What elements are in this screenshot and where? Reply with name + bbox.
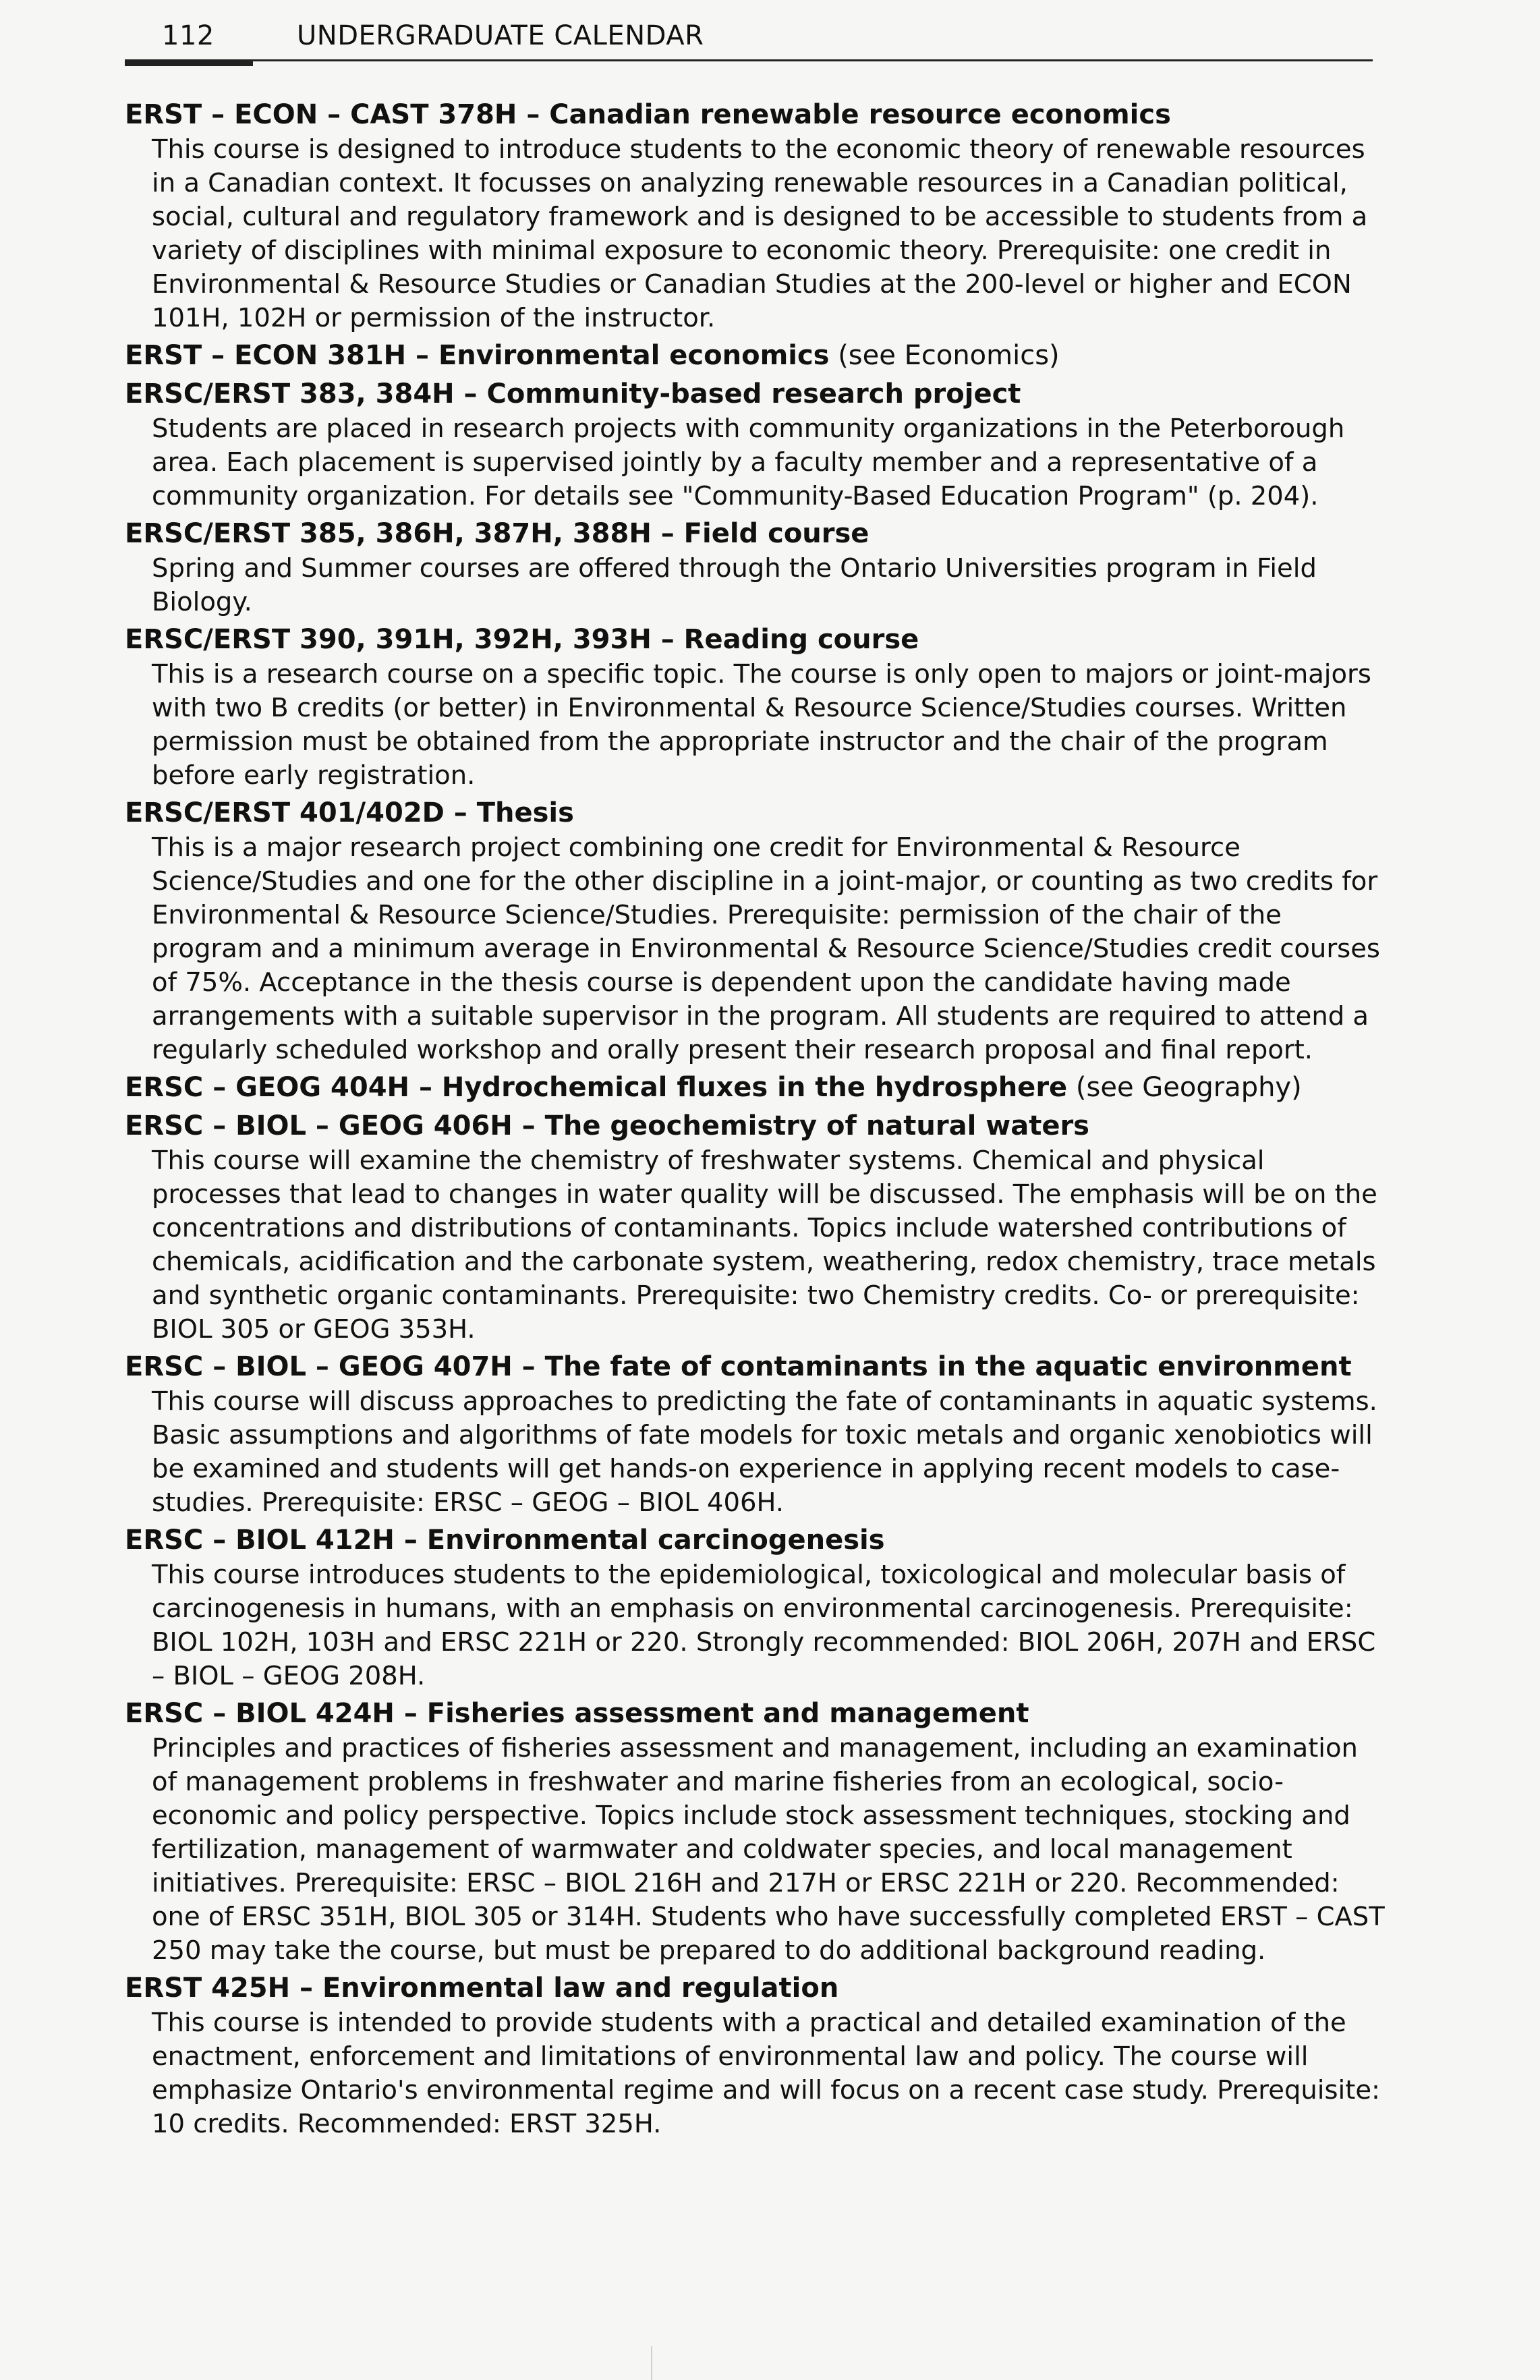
course-entry [125, 1696, 1386, 1968]
header-tab-bar [125, 59, 253, 66]
course-heading [125, 1108, 1386, 1144]
course-cross-reference: (see Geography) [1067, 1072, 1302, 1103]
course-entry [125, 1349, 1386, 1520]
course-entry [125, 97, 1386, 335]
course-description: This course will examine the chemistry of freshwater systems. Chemical and physical processes that lead to changes in water quality will be discussed. The emphasis will be on the concentrations and distributions of contaminants. Topics include watershed contributions of chemicals, acidification and the carbonate system, weathering, redox chemistry, trace metals and synthetic organic contaminants. Prerequisite: two Chemistry credits. Co- or prerequisite: BIOL 305 or GEOG 353H. [152, 1145, 1377, 1344]
course-heading [125, 1696, 1386, 1732]
course-heading [125, 376, 1386, 412]
course-heading [125, 338, 1386, 374]
course-title: ERSC/ERST 385, 386H, 387H, 388H – Field course [125, 518, 869, 549]
course-description: Spring and Summer courses are offered through the Ontario Universities program in Field Biology. [152, 553, 1317, 617]
course-heading [125, 1523, 1386, 1558]
course-description: This is a major research project combining one credit for Environmental & Resource Science/Studies and one for the other discipline in a joint-major, or counting as two credits for Environmental & Resource Science/Studies. Prerequisite: permission of the chair of the program and a minimum average in Environmental & Resource Science/Studies credit courses of 75%. Acceptance in the thesis course is dependent upon the candidate having made arrangements with a suitable supervisor in the program. All students are required to attend a regularly scheduled workshop and orally present their research proposal and final report. [152, 832, 1380, 1065]
running-head [162, 20, 704, 51]
course-title: ERSC/ERST 390, 391H, 392H, 393H – Reading course [125, 624, 919, 655]
course-title: ERSC – BIOL 424H – Fisheries assessment and management [125, 1698, 1029, 1729]
course-title: ERST – ECON – CAST 378H – Canadian renewable resource economics [125, 99, 1171, 130]
course-heading [125, 1349, 1386, 1385]
course-entry [125, 1070, 1386, 1106]
course-entry [125, 1523, 1386, 1693]
course-heading [125, 97, 1386, 133]
course-entry [125, 338, 1386, 374]
course-entry [125, 376, 1386, 513]
course-description: Principles and practices of fisheries assessment and management, including an examination of management problems in freshwater and marine fisheries from an ecological, socio-economic and policy perspective. Topics include stock assessment techniques, stocking and fertilization, management of warmwater and coldwater species, and local management initiatives. Prerequisite: ERSC – BIOL 216H and 217H or ERSC 221H or 220. Recommended: one of ERSC 351H, BIOL 305 or 314H. Students who have successfully completed ERST – CAST 250 may take the course, but must be prepared to do additional background reading. [152, 1733, 1385, 1966]
running-title: UNDERGRADUATE CALENDAR [297, 20, 704, 51]
course-entry [125, 1108, 1386, 1347]
course-description: This course is designed to introduce students to the economic theory of renewable resources in a Canadian context. It focusses on analyzing renewable resources in a Canadian political, social, cultural and regulatory framework and is designed to be accessible to students from a variety of disciplines with minimal exposure to economic theory. Prerequisite: one credit in Environmental & Resource Studies or Canadian Studies at the 200-level or higher and ECON 101H, 102H or permission of the instructor. [152, 134, 1368, 333]
course-heading [125, 795, 1386, 831]
course-title: ERSC/ERST 401/402D – Thesis [125, 797, 574, 828]
course-entry [125, 516, 1386, 619]
course-title: ERSC – BIOL – GEOG 406H – The geochemistry of natural waters [125, 1110, 1089, 1141]
header-rule [125, 59, 1373, 61]
course-title: ERSC – BIOL 412H – Environmental carcinogenesis [125, 1525, 885, 1556]
course-title: ERSC/ERST 383, 384H – Community-based research project [125, 378, 1021, 409]
course-description: This course is intended to provide students with a practical and detailed examination of the enactment, enforcement and limitations of environmental law and policy. The course will emphasize Ontario's environmental regime and will focus on a recent case study. Prerequisite: 10 credits. Recommended: ERST 325H. [152, 2008, 1380, 2139]
course-title: ERSC – BIOL – GEOG 407H – The fate of contaminants in the aquatic environment [125, 1351, 1352, 1382]
course-heading [125, 622, 1386, 658]
course-heading [125, 1971, 1386, 2006]
course-description: This course will discuss approaches to predicting the fate of contaminants in aquatic systems. Basic assumptions and algorithms of fate models for toxic metals and organic xenobiotics will be examined and students will get hands-on experience in applying recent models to case-studies. Prerequisite: ERSC – GEOG – BIOL 406H. [152, 1386, 1377, 1518]
course-entry [125, 795, 1386, 1067]
course-description: This is a research course on a specific topic. The course is only open to majors or joint-majors with two B credits (or better) in Environmental & Resource Science/Studies courses. Written permission must be obtained from the appropriate instructor and the chair of the program before early registration. [152, 659, 1371, 791]
course-cross-reference: (see Economics) [829, 340, 1060, 371]
course-description: This course introduces students to the epidemiological, toxicological and molecular basis of carcinogenesis in humans, with an emphasis on environmental carcinogenesis. Prerequisite: BIOL 102H, 103H and ERSC 221H or 220. Strongly recommended: BIOL 206H, 207H and ERSC – BIOL – GEOG 208H. [152, 1560, 1376, 1691]
course-title: ERST 425H – Environmental law and regulation [125, 1973, 839, 2004]
course-heading [125, 1070, 1386, 1106]
page-fold-mark [651, 2346, 652, 2380]
course-entry [125, 1971, 1386, 2141]
course-entry [125, 622, 1386, 793]
course-title: ERSC – GEOG 404H – Hydrochemical fluxes in the hydrosphere [125, 1072, 1068, 1103]
page-number: 112 [162, 20, 215, 51]
course-title: ERST – ECON 381H – Environmental economics [125, 340, 830, 371]
course-description: Students are placed in research projects with community organizations in the Peterborough area. Each placement is supervised jointly by a faculty member and a representative of a community organization. For details see "Community-Based Education Program" (p. 204). [152, 414, 1345, 511]
course-heading [125, 516, 1386, 552]
course-list [125, 97, 1386, 2144]
